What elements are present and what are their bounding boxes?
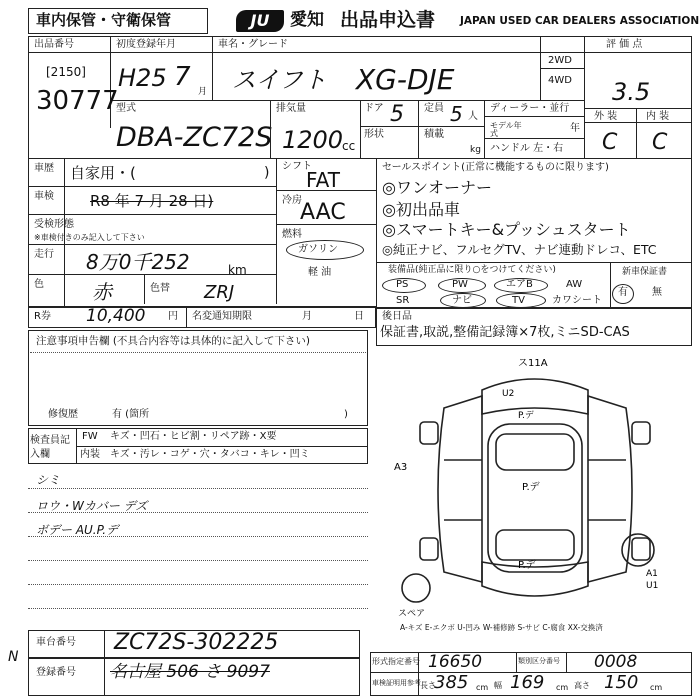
- inspection-label: 車検: [34, 191, 54, 202]
- displacement-label: 排気量: [276, 103, 306, 114]
- registration-value: 名古屋 506 さ 9097: [110, 662, 270, 682]
- interior-label: 内 装: [646, 111, 670, 122]
- first-registration-label: 初度登録年月: [116, 39, 176, 50]
- ac-label: 冷房: [282, 195, 302, 206]
- form-title: 出品申込書: [340, 9, 436, 31]
- length-ref-label: 車検証明用参考: [372, 679, 421, 687]
- inspection-value: R8 年 7 月 28 日): [90, 192, 214, 210]
- name-change-deadline-label: 名変通知期限: [192, 311, 252, 322]
- dealer-parallel-label: ディーラー・並行: [490, 103, 570, 114]
- type-designation-value: 16650: [428, 652, 483, 672]
- warranty-yes: 有: [618, 287, 628, 298]
- mileage-value: 8万0千252: [86, 250, 190, 274]
- seats-value: 5: [450, 102, 463, 126]
- ju-logo: [236, 10, 284, 32]
- fw-label: FW: [82, 431, 98, 442]
- damage-mark: U2: [502, 389, 515, 399]
- width-label: 幅: [494, 681, 502, 690]
- history-close: ): [264, 165, 270, 181]
- fuel-light-oil: 軽 油: [308, 267, 332, 278]
- repair-history-value: 有 (箇所: [112, 409, 150, 420]
- first-registration-month: 7: [174, 62, 191, 92]
- equipment-aw: AW: [566, 279, 583, 290]
- car-damage-diagram: [384, 350, 684, 622]
- interior-check-items: キズ・汚レ・コゲ・穴・タバコ・キレ・凹ミ: [110, 449, 310, 460]
- notes-label: 注意事項申告欄 (不具合内容等は具体的に記入して下さい): [36, 335, 311, 347]
- shift-label: シフト: [282, 161, 312, 172]
- side-mark: N: [8, 649, 19, 665]
- length-label: 長さ: [420, 681, 436, 690]
- grade-value: XG-DJE: [356, 63, 455, 96]
- remark-line: ボデー AU.P.デ: [36, 523, 119, 537]
- deadline-month-unit: 月: [302, 311, 312, 322]
- car-name-value: スイフト: [232, 66, 327, 94]
- deadline-day-unit: 日: [354, 311, 364, 322]
- ju-logo-text: JU: [250, 11, 270, 30]
- doors-value: 5: [390, 102, 404, 127]
- width-value: 169: [510, 672, 545, 693]
- interior-check-label: 内装: [80, 449, 100, 460]
- equipment-ps: PS: [396, 279, 409, 290]
- shape-label: 形状: [364, 129, 384, 140]
- lot-number-label: 出品番号: [34, 39, 74, 50]
- model-type-value: DBA-ZC72S: [116, 122, 273, 153]
- height-label: 高さ: [574, 681, 590, 690]
- color-change-label: 色替: [150, 283, 170, 294]
- drive-4wd: 4WD: [548, 75, 572, 86]
- kg-unit: kg: [470, 145, 481, 155]
- repair-history-label: 修復歴: [48, 409, 78, 420]
- org-english: JAPAN USED CAR DEALERS ASSOCIATION: [460, 15, 700, 27]
- equipment-tv: TV: [512, 295, 525, 306]
- warranty-no: 無: [652, 287, 662, 298]
- height-cm: cm: [650, 683, 663, 692]
- mileage-label: 走行: [34, 249, 54, 260]
- equipment-navi: ナビ: [452, 295, 472, 306]
- damage-mark: P.デ: [518, 411, 534, 421]
- mileage-unit: km: [228, 263, 247, 277]
- damage-mark: U1: [646, 581, 659, 591]
- exterior-grade: C: [602, 130, 618, 155]
- first-registration-year: H25: [118, 64, 167, 92]
- remark-line: ロウ・Wカバー デズ: [36, 499, 148, 513]
- fuel-gasoline: ガソリン: [298, 244, 338, 255]
- history-value: 自家用・(: [70, 164, 136, 182]
- model-year-unit: 年: [570, 123, 580, 134]
- damage-mark: ス11A: [518, 358, 548, 369]
- class-number-label: 類別区分番号: [518, 657, 560, 665]
- chassis-label: 車台番号: [36, 637, 76, 648]
- certificate-note: ※車検付きのみ記入して下さい: [34, 233, 145, 242]
- score-label: 評 価 点: [606, 39, 643, 50]
- spare-label: スペア: [398, 609, 426, 619]
- score-value: 3.5: [612, 78, 651, 106]
- storage-type-label: 車内保管・守衛保管: [36, 11, 172, 29]
- equipment-sr: SR: [396, 295, 410, 306]
- color-number: ZRJ: [204, 282, 235, 303]
- type-designation-label: 形式指定番号: [372, 657, 420, 666]
- lot-sub-number: [2150]: [46, 65, 86, 79]
- equipment-label: 装備品(純正品に限り○をつけてください): [388, 265, 556, 275]
- org-name: 愛知: [290, 10, 324, 30]
- capacity-label: 積載: [424, 129, 444, 140]
- height-value: 150: [604, 672, 639, 693]
- history-label: 車歴: [34, 163, 54, 174]
- displacement-value: 1200: [282, 126, 344, 154]
- sales-point-item: ◎ワンオーナー: [382, 178, 492, 197]
- length-value: 385: [434, 672, 469, 693]
- cc-unit: cc: [342, 139, 356, 153]
- registration-label: 登録番号: [36, 667, 76, 678]
- model-type-label: 型式: [116, 103, 136, 114]
- class-number-value: 0008: [594, 652, 638, 672]
- damage-legend: A-キズ E-エクボ U-凹み W-補修跡 S-サビ C-腐食 XX-交換済: [400, 623, 603, 632]
- damage-mark: P.デ: [522, 482, 540, 493]
- drive-2wd: 2WD: [548, 55, 572, 66]
- fw-items: キズ・凹石・ヒビ割・リペア跡・X要: [110, 431, 277, 442]
- recycle-value: 10,400: [86, 306, 146, 326]
- lot-number-value: 30777: [36, 86, 119, 116]
- damage-mark: A3: [394, 462, 408, 473]
- seats-unit: 人: [468, 111, 478, 122]
- remark-line: シミ: [36, 473, 61, 487]
- sales-point-item: ◎スマートキー&プッシュスタート: [382, 220, 631, 239]
- ac-value: AAC: [300, 200, 346, 225]
- sales-point-item: ◎初出品車: [382, 200, 460, 219]
- color-label: 色: [34, 279, 44, 290]
- interior-grade: C: [652, 130, 668, 155]
- month-unit: 月: [198, 87, 208, 97]
- exterior-label: 外 装: [594, 111, 618, 122]
- damage-mark: A1: [646, 569, 658, 579]
- sales-point-item: ◎純正ナビ、フルセグTV、ナビ連動ドレコ、ETC: [382, 242, 657, 257]
- damage-mark: P.デ: [518, 560, 536, 571]
- certificate-label: 受検形態: [34, 219, 74, 230]
- handle-label: ハンドル 左・右: [490, 143, 564, 154]
- width-cm: cm: [556, 683, 569, 692]
- sales-points-label: セールスポイント(正常に機能するものに限ります): [382, 162, 609, 173]
- shift-value: FAT: [306, 168, 341, 192]
- chassis-value: ZC72S-302225: [114, 630, 279, 655]
- after-items-value: 保証書,取説,整備記録簿×7枚,ミニSD-CAS: [380, 325, 630, 340]
- repair-history-close: ): [344, 409, 348, 420]
- doors-label: ドア: [364, 103, 384, 114]
- new-warranty-label: 新車保証書: [622, 267, 668, 277]
- inspector-label: 検査員記入欄: [30, 435, 70, 460]
- equipment-leather-seat: カワシート: [552, 295, 602, 306]
- fuel-label: 燃料: [282, 229, 302, 240]
- equipment-airbag: エアB: [506, 279, 533, 290]
- after-items-label: 後日品: [382, 311, 412, 322]
- model-year-label: モデル年式: [490, 121, 522, 138]
- car-name-grade-label: 車名・グレード: [218, 39, 288, 50]
- recycle-label: R券: [34, 311, 51, 322]
- equipment-pw: PW: [452, 279, 468, 290]
- length-cm: cm: [476, 683, 489, 692]
- recycle-unit: 円: [168, 311, 178, 322]
- color-value: 赤: [92, 280, 112, 304]
- seats-label: 定員: [424, 103, 444, 114]
